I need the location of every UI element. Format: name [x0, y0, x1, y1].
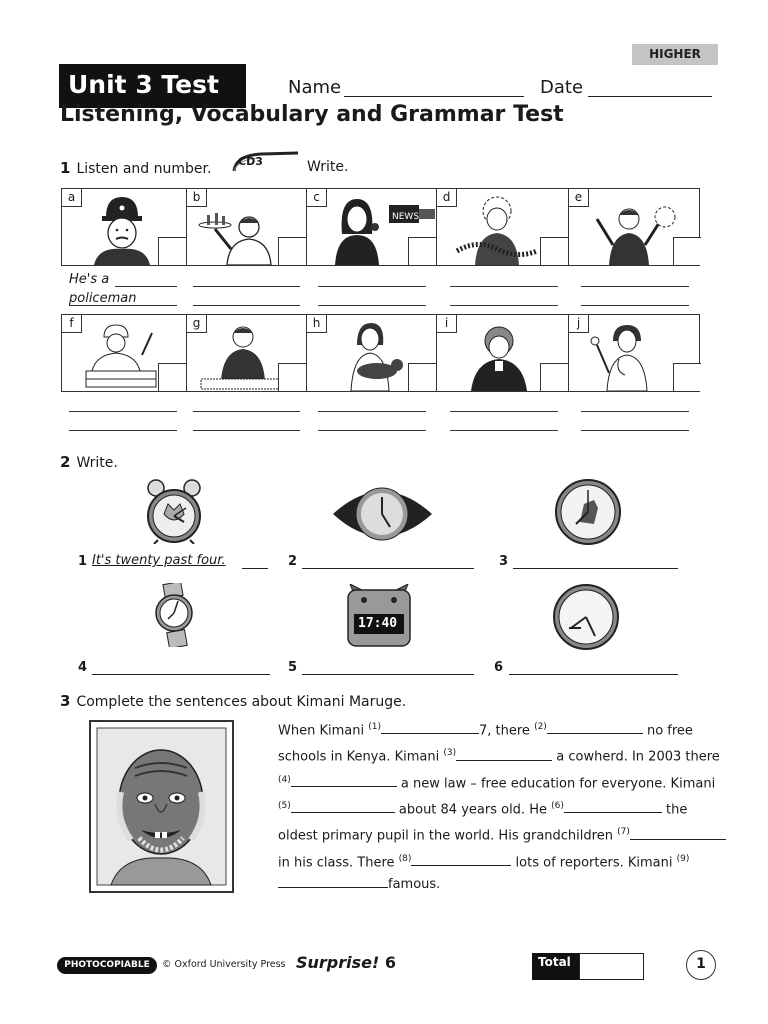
writing-line[interactable] — [450, 411, 558, 412]
clock-number-6: 6 — [494, 660, 504, 675]
writing-line[interactable] — [581, 286, 689, 287]
section2-heading — [60, 453, 118, 471]
cell-letter: d — [437, 189, 457, 207]
picture-cell-b — [187, 189, 307, 265]
publisher-credit: © Oxford University Press — [162, 959, 286, 970]
gap-number-6: (6) — [551, 800, 564, 811]
writing-line — [115, 286, 177, 287]
writing-line[interactable] — [318, 411, 426, 412]
digital-clock-icon — [344, 584, 414, 648]
page-title: Listening, Vocabulary and Grammar Test — [60, 102, 564, 127]
gap-2[interactable] — [547, 720, 643, 734]
writing-line[interactable] — [69, 411, 177, 412]
writing-line[interactable] — [69, 430, 177, 431]
cell-letter: g — [187, 315, 207, 333]
cell-letter: e — [569, 189, 589, 207]
wristwatch-icon — [150, 583, 198, 647]
writing-line[interactable] — [450, 430, 558, 431]
answer-line-5[interactable] — [302, 674, 474, 675]
section3-heading — [60, 692, 406, 710]
writing-line[interactable] — [318, 286, 426, 287]
number-box[interactable] — [278, 363, 306, 391]
section1-heading — [60, 159, 211, 177]
kimani-portrait — [89, 720, 234, 893]
clock-number-2: 2 — [288, 554, 298, 569]
level-badge: HIGHER — [632, 44, 718, 65]
gap-6[interactable] — [564, 799, 662, 813]
clock-answer-1: It's twenty past four. — [92, 553, 226, 568]
answer-line-3[interactable] — [513, 568, 678, 569]
cell-letter: b — [187, 189, 207, 207]
gap-8[interactable] — [411, 852, 511, 866]
picture-cell-c — [307, 189, 437, 265]
series-name: Surprise! — [296, 953, 380, 972]
gap-number-4: (4) — [278, 774, 291, 785]
answer-line-6[interactable] — [509, 674, 678, 675]
picture-cell-j — [569, 315, 701, 391]
section1-instruction-a: Listen and number. — [76, 161, 212, 177]
cd-label: CD3 — [238, 155, 263, 168]
svg-text:NEWS: NEWS — [392, 212, 420, 222]
section1-instruction-b: Write. — [307, 159, 349, 175]
series-level: 6 — [384, 953, 397, 972]
gap-number-5: (5) — [278, 800, 291, 811]
picture-cell-f — [62, 315, 187, 391]
writing-line[interactable] — [581, 430, 689, 431]
writing-line[interactable] — [450, 286, 558, 287]
picture-cell-d — [437, 189, 569, 265]
answer-line-2[interactable] — [302, 568, 474, 569]
cell-letter: j — [569, 315, 589, 333]
section2-instruction: Write. — [76, 455, 118, 471]
number-box[interactable] — [408, 237, 436, 265]
number-box[interactable] — [278, 237, 306, 265]
picture-grid-top — [61, 188, 700, 266]
gap-3[interactable] — [456, 747, 552, 761]
gap-number-7: (7) — [617, 827, 630, 838]
section3-instruction: Complete the sentences about Kimani Maruge. — [76, 694, 407, 710]
number-box[interactable] — [540, 363, 568, 391]
writing-line[interactable] — [193, 430, 300, 431]
picture-cell-i — [437, 315, 569, 391]
cell-letter: f — [62, 315, 82, 333]
section3-number: 3 — [60, 692, 71, 710]
answer-line — [242, 568, 268, 569]
gap-7[interactable] — [630, 826, 726, 840]
name-label: Name — [288, 77, 342, 98]
cd-track-icon — [232, 151, 302, 175]
picture-cell-g — [187, 315, 307, 391]
number-box[interactable] — [673, 237, 701, 265]
photocopiable-badge: PHOTOCOPIABLE — [57, 957, 157, 974]
unit-title: Unit 3 Test — [59, 64, 246, 108]
total-score-box[interactable] — [579, 953, 644, 980]
writing-line[interactable] — [193, 305, 300, 306]
writing-line[interactable] — [450, 305, 558, 306]
clock-number-3: 3 — [499, 554, 509, 569]
horse-clock-icon — [554, 478, 622, 546]
example-answer-line2: policeman — [69, 291, 137, 306]
writing-line[interactable] — [581, 305, 689, 306]
number-box[interactable] — [158, 363, 186, 391]
name-field[interactable] — [344, 96, 524, 97]
series-logo — [296, 953, 396, 972]
clock-number-5: 5 — [288, 660, 298, 675]
writing-line[interactable] — [318, 430, 426, 431]
gap-1[interactable] — [381, 720, 479, 734]
gap-number-9: (9) — [676, 853, 690, 864]
eye-clock-icon — [330, 483, 435, 545]
cell-letter: h — [307, 315, 327, 333]
alarm-clock-icon — [140, 478, 208, 544]
picture-cell-h — [307, 315, 437, 391]
cell-letter: i — [437, 315, 457, 333]
writing-line[interactable] — [318, 305, 426, 306]
section1-number: 1 — [60, 159, 71, 177]
gap-9[interactable] — [278, 874, 388, 888]
picture-grid-bottom — [61, 314, 700, 392]
picture-cell-e — [569, 189, 701, 265]
writing-line[interactable] — [193, 286, 300, 287]
digital-time-display: 17:40 — [358, 616, 398, 631]
number-box[interactable] — [673, 363, 701, 391]
wall-clock-icon — [551, 584, 621, 650]
portrait-illustration — [91, 722, 232, 891]
writing-line[interactable] — [193, 411, 300, 412]
date-field[interactable] — [588, 96, 712, 97]
gap-number-2: (2) — [534, 722, 547, 732]
total-label: Total — [532, 953, 579, 980]
number-box[interactable] — [408, 363, 436, 391]
gap-number-1: (1) — [368, 722, 381, 732]
page-number: 1 — [686, 950, 716, 980]
cell-letter: a — [62, 189, 82, 207]
gap-number-8: (8) — [398, 853, 412, 864]
section2-number: 2 — [60, 453, 71, 471]
writing-line — [69, 305, 177, 306]
picture-cell-a — [62, 189, 187, 265]
answer-line-4[interactable] — [92, 674, 270, 675]
gap-number-3: (3) — [443, 748, 457, 759]
example-answer-line1: He's a — [69, 272, 110, 287]
clock-number-4: 4 — [78, 660, 88, 675]
kimani-paragraph: When Kimani $^{(1)}$ 7, there $^{(2)}$ no free schools in Kenya. Kimani $^{(3)}$ a cowherd. In 2003 there $^{(4)}$ a new law – free education for everyone. Kimani $^{(5)}$ about 84 years old. He $^{(6)}$ the oldest primary pupil in the world. His grandchildren $^{(7)}$ in his class. There $^{(8)}$ lots of reporters. Kimani $^{(9)}$famous. — [278, 716, 730, 896]
number-box[interactable] — [158, 237, 186, 265]
gap-5[interactable] — [291, 799, 395, 813]
gap-4[interactable] — [291, 773, 397, 787]
number-box[interactable] — [540, 237, 568, 265]
writing-line[interactable] — [581, 411, 689, 412]
cell-letter: c — [307, 189, 327, 207]
clock-number-1: 1 — [78, 554, 88, 569]
date-label: Date — [540, 77, 584, 98]
